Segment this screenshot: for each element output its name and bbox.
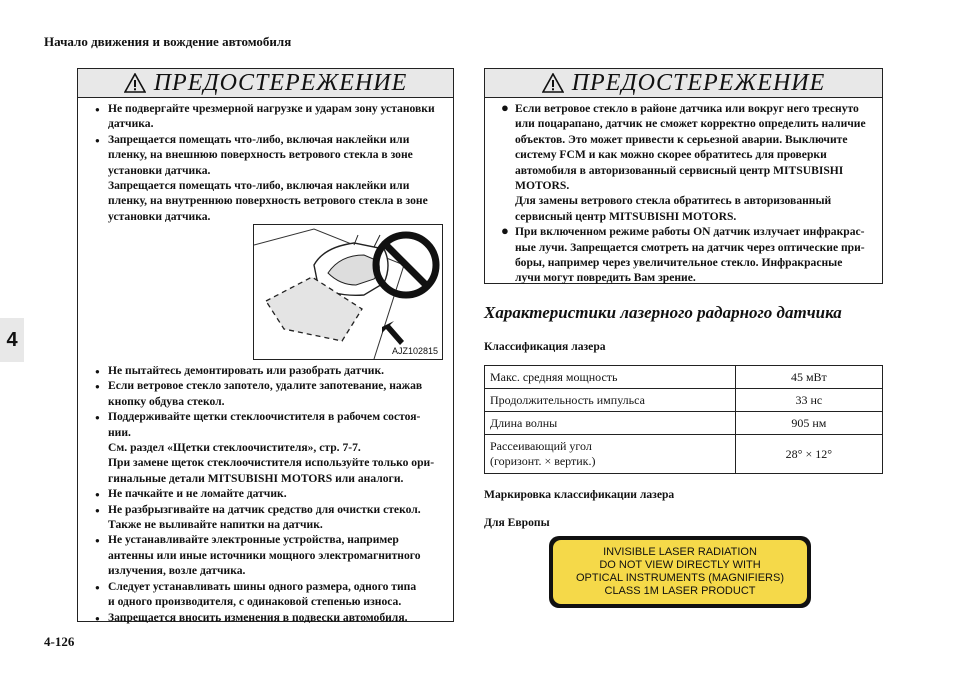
param-cell xyxy=(485,435,736,474)
warning-item-text: При включенном режиме работы ON датчик излучает инфракрас- xyxy=(515,225,865,239)
warning-item-line: MOTORS. xyxy=(515,179,570,193)
europe-heading: Для Европы xyxy=(484,516,550,529)
warning-item-line: датчика. xyxy=(108,117,154,131)
bullet-icon: ● xyxy=(501,223,509,239)
windshield-sensor-drawing xyxy=(254,225,442,359)
warning-item-text: Запрещается вносить изменения в подвески автомобиля. xyxy=(108,610,408,624)
warning-item-line: При замене щеток стеклоочистителя используйте только ори- xyxy=(108,456,435,470)
label-line: DO NOT VIEW DIRECTLY WITH xyxy=(599,559,761,571)
warning-item xyxy=(94,363,439,378)
warning-item xyxy=(94,486,439,501)
chapter-tab: 4 xyxy=(0,318,24,362)
warning-item-line: установки датчика. xyxy=(108,209,211,223)
warning-header xyxy=(485,69,882,98)
warning-item-line: или поцарапано, датчик не сможет корректно определить наличие xyxy=(515,117,866,131)
bullet-icon: ● xyxy=(95,382,100,392)
warning-item-line: систему FCM и как можно скорее обратитесь для проверки xyxy=(515,148,827,162)
sensor-illustration xyxy=(253,224,443,360)
value-cell: 45 мВт xyxy=(735,366,882,389)
bullet-icon: ● xyxy=(95,582,100,592)
value-cell: 33 нс xyxy=(735,389,882,412)
label-line: CLASS 1M LASER PRODUCT xyxy=(604,585,756,597)
table-row xyxy=(485,412,883,435)
bullet-icon: ● xyxy=(95,613,100,623)
marking-heading: Маркировка классификации лазера xyxy=(484,488,675,501)
warning-item-text: Если ветровое стекло запотело, удалите запотевание, нажав xyxy=(108,379,423,393)
section-title: Характеристики лазерного радарного датчика xyxy=(484,303,842,322)
warning-item-line: Запрещается помещать что-либо, включая наклейки или xyxy=(108,179,410,193)
warning-item xyxy=(94,378,439,393)
bullet-icon: ● xyxy=(95,135,100,145)
bullet-icon: ● xyxy=(95,505,100,515)
warning-item-text: Не подвергайте чрезмерной нагрузке и ударам зону установки xyxy=(108,102,435,115)
warning-item xyxy=(94,610,439,625)
warning-item-text: Не разбрызгивайте на датчик средство для очистки стекол. xyxy=(108,502,421,516)
value-cell: 905 нм xyxy=(735,412,882,435)
warning-header xyxy=(78,69,453,98)
warning-item xyxy=(94,532,439,547)
warning-item xyxy=(94,409,439,424)
warning-item-text: Следует устанавливать шины одного размера, одного типа xyxy=(108,579,417,593)
warning-item-line: пленку, на внутреннюю поверхность ветрового стекла в зоне xyxy=(108,194,428,208)
warning-list-top xyxy=(78,101,453,224)
warning-item-line: установки датчика. xyxy=(108,163,211,177)
warning-item-line: лучи могут повредить Вам зрение. xyxy=(515,271,696,285)
warning-triangle-icon xyxy=(542,73,564,93)
warning-item-line: пленку, на внешнюю поверхность ветрового стекла в зоне xyxy=(108,148,413,162)
page-number: 4-126 xyxy=(44,634,75,649)
warning-item-line: Также не выливайте напитки на датчик. xyxy=(108,518,323,532)
param-text: Продолжительность импульса xyxy=(490,392,645,407)
warning-item-text: Поддерживайте щетки стеклоочистителя в рабочем состоя- xyxy=(108,410,421,424)
laser-label-text xyxy=(553,540,807,604)
warning-item-line: ные лучи. Запрещается смотреть на датчик через оптические при- xyxy=(515,240,865,254)
warning-item xyxy=(501,224,868,239)
label-line: INVISIBLE LASER RADIATION xyxy=(603,546,757,558)
warning-item-line: сервисный центр MITSUBISHI MOTORS. xyxy=(515,209,737,223)
warning-item xyxy=(94,101,439,116)
warning-title: ПРЕДОСТЕРЕЖЕНИЕ xyxy=(571,69,826,96)
right-warning-box xyxy=(484,68,883,284)
param-cell xyxy=(485,412,736,435)
warning-item-text: Не пытайтесь демонтировать или разобрать датчик. xyxy=(108,364,385,377)
warning-item-line: автомобиля в авторизованный сервисный центр MITSUBISHI xyxy=(515,163,844,177)
bullet-icon: ● xyxy=(95,367,100,376)
table-row xyxy=(485,435,883,474)
warning-item-line: гинальные детали MITSUBISHI MOTORS или аналоги. xyxy=(108,471,404,485)
warning-item-line: излучения, возле датчика. xyxy=(108,564,246,578)
param-cell xyxy=(485,366,736,389)
laser-spec-table xyxy=(484,365,883,474)
label-line: OPTICAL INSTRUMENTS (MAGNIFIERS) xyxy=(576,572,784,584)
warning-item xyxy=(501,101,868,116)
value-cell: 28° × 12° xyxy=(735,435,882,474)
warning-item-line: См. раздел «Щетки стеклоочистителя», стр. 7-7. xyxy=(108,441,361,455)
warning-item-line: кнопку обдува стекол. xyxy=(108,394,225,408)
warning-item-text: Запрещается помещать что-либо, включая наклейки или xyxy=(108,132,410,146)
warning-item xyxy=(94,579,439,594)
warning-item-line: антенны или иные источники мощного электромагнитного xyxy=(108,548,421,562)
warning-item-line: боры, например через увеличительное стекло. Инфракрасные xyxy=(515,256,843,270)
bullet-icon: ● xyxy=(501,100,509,115)
bullet-icon: ● xyxy=(95,413,100,423)
warning-item-text: Если ветровое стекло в районе датчика или вокруг него треснуто xyxy=(515,102,859,115)
param-text: Длина волны xyxy=(490,415,558,430)
warning-triangle-icon xyxy=(124,73,146,93)
chapter-header: Начало движения и вождение автомобиля xyxy=(44,34,292,49)
warning-title: ПРЕДОСТЕРЕЖЕНИЕ xyxy=(153,69,408,96)
figure-code: AJZ102815 xyxy=(391,346,438,356)
table-row xyxy=(485,389,883,412)
warning-item-text: Не устанавливайте электронные устройства, например xyxy=(108,533,399,547)
warning-item-line: и одного производителя, с одинаковой степенью износа. xyxy=(108,595,402,609)
param-text: Рассеивающий угол xyxy=(490,439,592,453)
warning-item xyxy=(94,502,439,517)
warning-item-line: нии. xyxy=(108,425,131,439)
bullet-icon: ● xyxy=(95,105,100,114)
table-row xyxy=(485,366,883,389)
laser-warning-label xyxy=(549,536,811,608)
bullet-icon: ● xyxy=(95,490,100,500)
warning-list-right xyxy=(485,101,882,286)
laser-class-heading: Классификация лазера xyxy=(484,340,606,353)
param-text: (горизонт. × вертик.) xyxy=(490,454,596,468)
warning-item-line: Для замены ветрового стекла обратитесь в авторизованный xyxy=(515,194,832,208)
warning-list-bottom xyxy=(78,363,453,625)
warning-item xyxy=(94,132,439,147)
bullet-icon: ● xyxy=(95,536,100,546)
param-cell xyxy=(485,389,736,412)
warning-item-text: Не пачкайте и не ломайте датчик. xyxy=(108,487,287,501)
param-text: Макс. средняя мощность xyxy=(490,369,618,384)
warning-item-line: объектов. Это может привести к серьезной аварии. Выключите xyxy=(515,132,848,146)
